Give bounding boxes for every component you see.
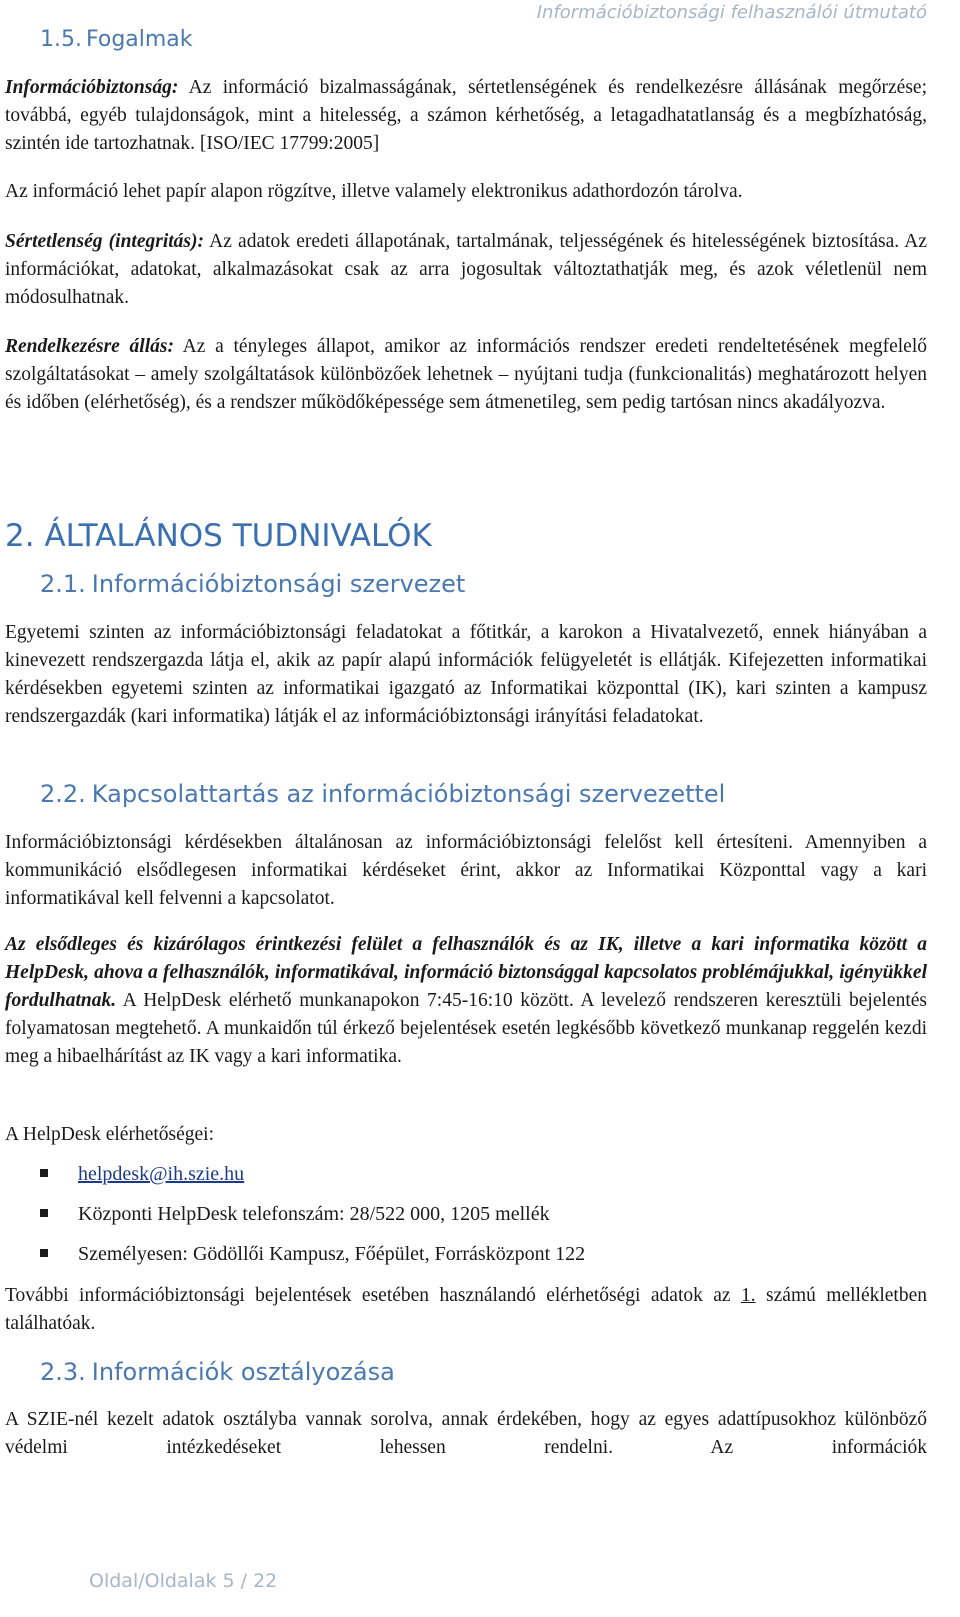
chapter-number: 2. [5, 518, 35, 554]
helpdesk-emphasis: Az elsődleges és kizárólagos érintkezési felület a felhasználók és az IK, illetve a kari informatika között a HelpDesk, ahova a felhasználók, informatikával, információ biztonsággal kapcsolatos problémájukkal, igényükkel fordulhatnak. [5, 934, 927, 1011]
section-title: Fogalmak [85, 27, 193, 52]
paragraph-media: Az információ lehet papír alapon rögzítve, illetve valamely elektronikus adathordozón tárolva. [5, 181, 743, 202]
definition-term: Sértetlenség (integritás): [5, 231, 205, 252]
section-number: 1.5. [40, 27, 82, 52]
contact-list [38, 1160, 918, 1280]
contacts-intro: A HelpDesk elérhetőségei: [5, 1124, 215, 1145]
chapter-heading [5, 518, 432, 554]
definition-text: Az információ bizalmasságának, sértetlenségének és rendelkezésre állásának megőrzése; továbbá, egyéb tulajdonságok, mint a hitelesség, a számon kérhetőség, a letagadhatatlanság és a megbízhatóság, szintén ide tartozhatnak. [ISO/IEC 17799:2005] [5, 77, 927, 154]
definition-text: Az a tényleges állapot, amikor az információs rendszer eredeti rendeltetésének megfelelő szolgáltatásokat – amely szolgáltatások különbözőek lehetnek – nyújtani tudja (funkcionalitás) meghatározott helyen és időben (elérhetőség), és a rendszer működőképessége sem átmenetileg, sem pedig tartósan nincs akadályozva. [5, 336, 927, 413]
section-title: Kapcsolattartás az információbiztonsági szervezettel [91, 780, 726, 808]
helpdesk-phone: Központi HelpDesk telefonszám: 28/522 000, 1205 mellék [78, 1203, 550, 1225]
list-item [38, 1240, 918, 1280]
paragraph-further-contacts [5, 1282, 927, 1338]
section-number: 2.1. [40, 570, 86, 598]
running-header: Információbiztonsági felhasználói útmutató [536, 2, 927, 23]
definition-term: Rendelkezésre állás: [5, 336, 174, 357]
section-title: Információbiztonsági szervezet [91, 570, 466, 598]
helpdesk-text: A HelpDesk elérhető munkanapokon 7:45-16:10 között. A levelező rendszeren keresztüli bejelentés folyamatosan megtehető. A munkaidőn túl érkező bejelentések esetén legkésőbb következő munkanap reggelén kezdi meg a hibaelhárítást az IK vagy a kari informatika. [5, 990, 927, 1067]
section-number: 2.2. [40, 780, 86, 808]
section-heading-2-2 [40, 780, 725, 808]
helpdesk-location: Személyesen: Gödöllői Kampusz, Főépület, Forrásközpont 122 [78, 1243, 586, 1265]
square-bullet-icon [40, 1169, 48, 1177]
definition-rendelkezesre-allas [5, 333, 927, 417]
square-bullet-icon [40, 1209, 48, 1217]
page-number-footer: Oldal/Oldalak 5 / 22 [89, 1570, 278, 1592]
appendix-reference-link[interactable]: 1. [741, 1285, 756, 1306]
section-heading-fogalmak [40, 27, 193, 52]
further-text-end: számú mellékletben találhatóak. [5, 1285, 927, 1334]
section-heading-2-1 [40, 570, 465, 598]
list-item [38, 1200, 918, 1240]
section-heading-2-3 [40, 1358, 395, 1386]
chapter-title: ÁLTALÁNOS TUDNIVALÓK [44, 518, 432, 554]
definition-term: Információbiztonság: [5, 77, 179, 98]
definition-infobiztonsag [5, 74, 927, 158]
further-text: További információbiztonsági bejelentések esetében használandó elérhetőségi adatok az [5, 1285, 742, 1306]
definition-integritas [5, 228, 927, 312]
paragraph-szervezet: Egyetemi szinten az információbiztonsági feladatokat a főtitkár, a karokon a Hivatalvezető, ennek hiányában a kinevezett rendszergazda látja el, akik az papír alapú információk felügyeletét is ellátják. Kifejezetten informatikai kérdésekben egyetemi szinten az informatikai igazgató az Informatikai központtal (IK), kari szinten a kampusz rendszergazdák (kari informatika) látják el az információbiztonsági irányítási feladatokat. [5, 622, 927, 727]
helpdesk-email-link[interactable]: helpdesk@ih.szie.hu [78, 1163, 245, 1185]
paragraph-osztalyozas: A SZIE-nél kezelt adatok osztályba vannak sorolva, annak érdekében, hogy az egyes adattípusokhoz különböző védelmi intézkedéseket lehessen rendelni. Az információk [5, 1409, 927, 1458]
paragraph-helpdesk [5, 931, 927, 1071]
square-bullet-icon [40, 1249, 48, 1257]
definition-text: Az adatok eredeti állapotának, tartalmának, teljességének és hitelességének biztosítása. Az információkat, adatokat, alkalmazásokat csak az arra jogosultak változtathatják meg, és azok véletlenül nem módosulhatnak. [5, 231, 927, 308]
paragraph-kapcsolattartas: Információbiztonsági kérdésekben általánosan az információbiztonsági felelőst kell értesíteni. Amennyiben a kommunikáció elsődlegesen informatikai kérdéseket érint, akkor az Informatikai Központtal vagy a kari informatikával kell felvenni a kapcsolatot. [5, 832, 927, 909]
list-item [38, 1160, 918, 1200]
section-number: 2.3. [40, 1358, 86, 1386]
section-title: Információk osztályozása [91, 1358, 395, 1386]
